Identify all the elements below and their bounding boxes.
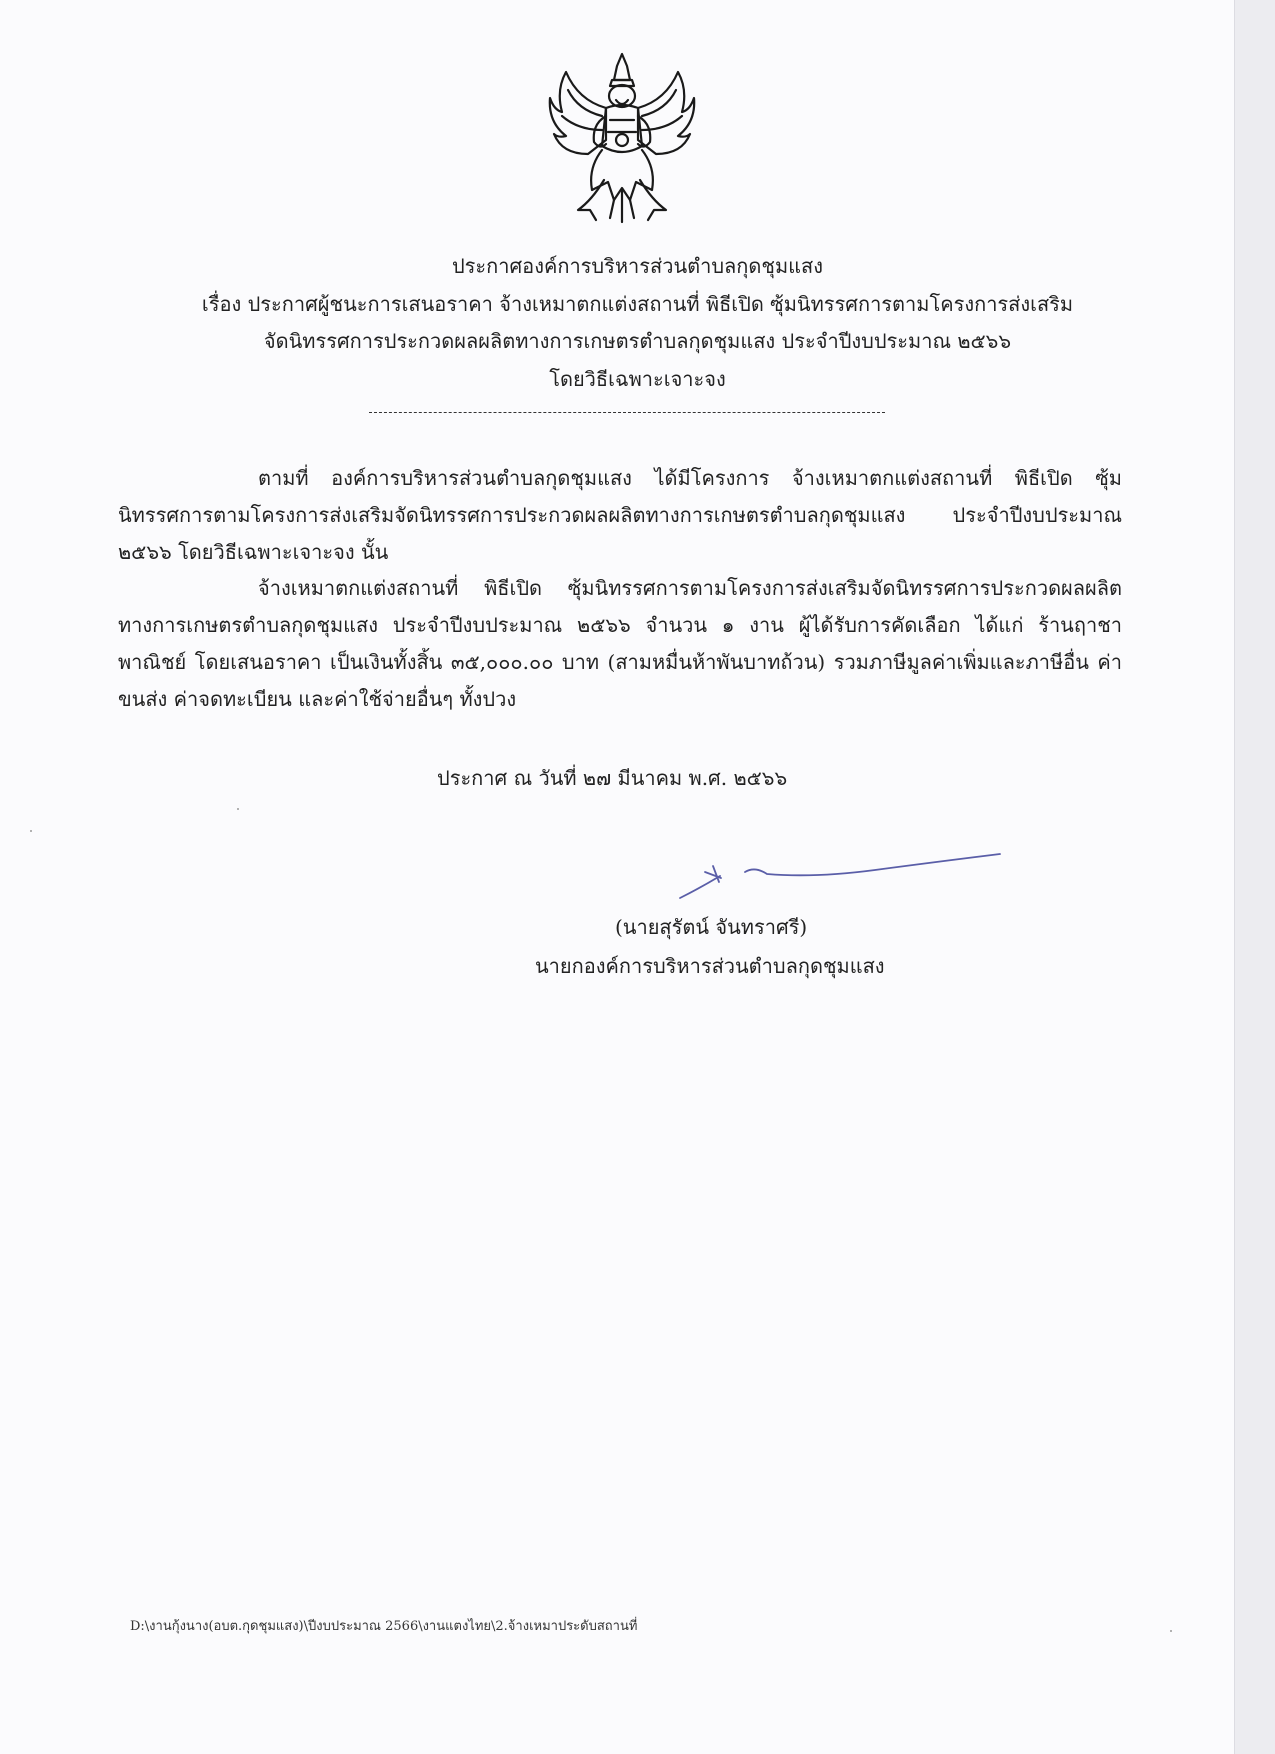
signer-title: นายกองค์การบริหารส่วนตำบลกุดชุมแสง	[535, 954, 885, 978]
handwritten-signature	[675, 848, 1005, 900]
announcement-title: ประกาศองค์การบริหารส่วนตำบลกุดชุมแสง	[451, 254, 824, 278]
announcement-subject-continued: จัดนิทรรศการประกวดผลผลิตทางการเกษตรตำบลกุดชุมแสง ประจำปีงบประมาณ ๒๕๖๖	[263, 329, 1012, 353]
file-path-footer: D:\งานกุ้งนาง(อบต.กุดชุมแสง)\ปีงบประมาณ 2566\งานแตงไทย\2.จ้างเหมาประดับสถานที่	[130, 1619, 638, 1634]
body-paragraph-1: ตามที่ องค์การบริหารส่วนตำบลกุดชุมแสง ได้มีโครงการ จ้างเหมาตกแต่งสถานที่ พิธีเปิด ซุ้มนิทรรศการตามโครงการส่งเสริมจัดนิทรรศการประกวดผลผลิตทางการเกษตรตำบลกุดชุมแสง ประจำปีงบประมาณ ๒๕๖๖ โดยวิธีเฉพาะเจาะจง นั้น	[118, 466, 1122, 564]
title-divider	[369, 412, 885, 413]
scan-speck	[1170, 1630, 1172, 1632]
body-paragraph-2: จ้างเหมาตกแต่งสถานที่ พิธีเปิด ซุ้มนิทรรศการตามโครงการส่งเสริมจัดนิทรรศการประกวดผลผลิตทางการเกษตรตำบลกุดชุมแสง ประจำปีงบประมาณ ๒๕๖๖ จำนวน ๑ งาน ผู้ได้รับการคัดเลือก ได้แก่ ร้านฤาชาพาณิชย์ โดยเสนอราคา เป็นเงินทั้งสิ้น ๓๕,๐๐๐.๐๐ บาท (สามหมื่นห้าพันบาทถ้วน) รวมภาษีมูลค่าเพิ่มและภาษีอื่น ค่าขนส่ง ค่าจดทะเบียน และค่าใช้จ่ายอื่นๆ ทั้งปวง	[118, 576, 1122, 711]
announcement-subject: เรื่อง ประกาศผู้ชนะการเสนอราคา จ้างเหมาตกแต่งสถานที่ พิธีเปิด ซุ้มนิทรรศการตามโครงการส่งเสริม	[201, 292, 1074, 316]
signer-name: (นายสุรัตน์ จันทราศรี)	[615, 915, 808, 939]
scan-edge	[1234, 0, 1275, 1754]
announcement-date: ประกาศ ณ วันที่ ๒๗ มีนาคม พ.ศ. ๒๕๖๖	[437, 766, 788, 790]
scan-speck	[30, 830, 32, 832]
garuda-emblem-icon	[548, 50, 696, 225]
procurement-method: โดยวิธีเฉพาะเจาะจง	[549, 367, 726, 391]
scan-speck	[237, 808, 239, 810]
